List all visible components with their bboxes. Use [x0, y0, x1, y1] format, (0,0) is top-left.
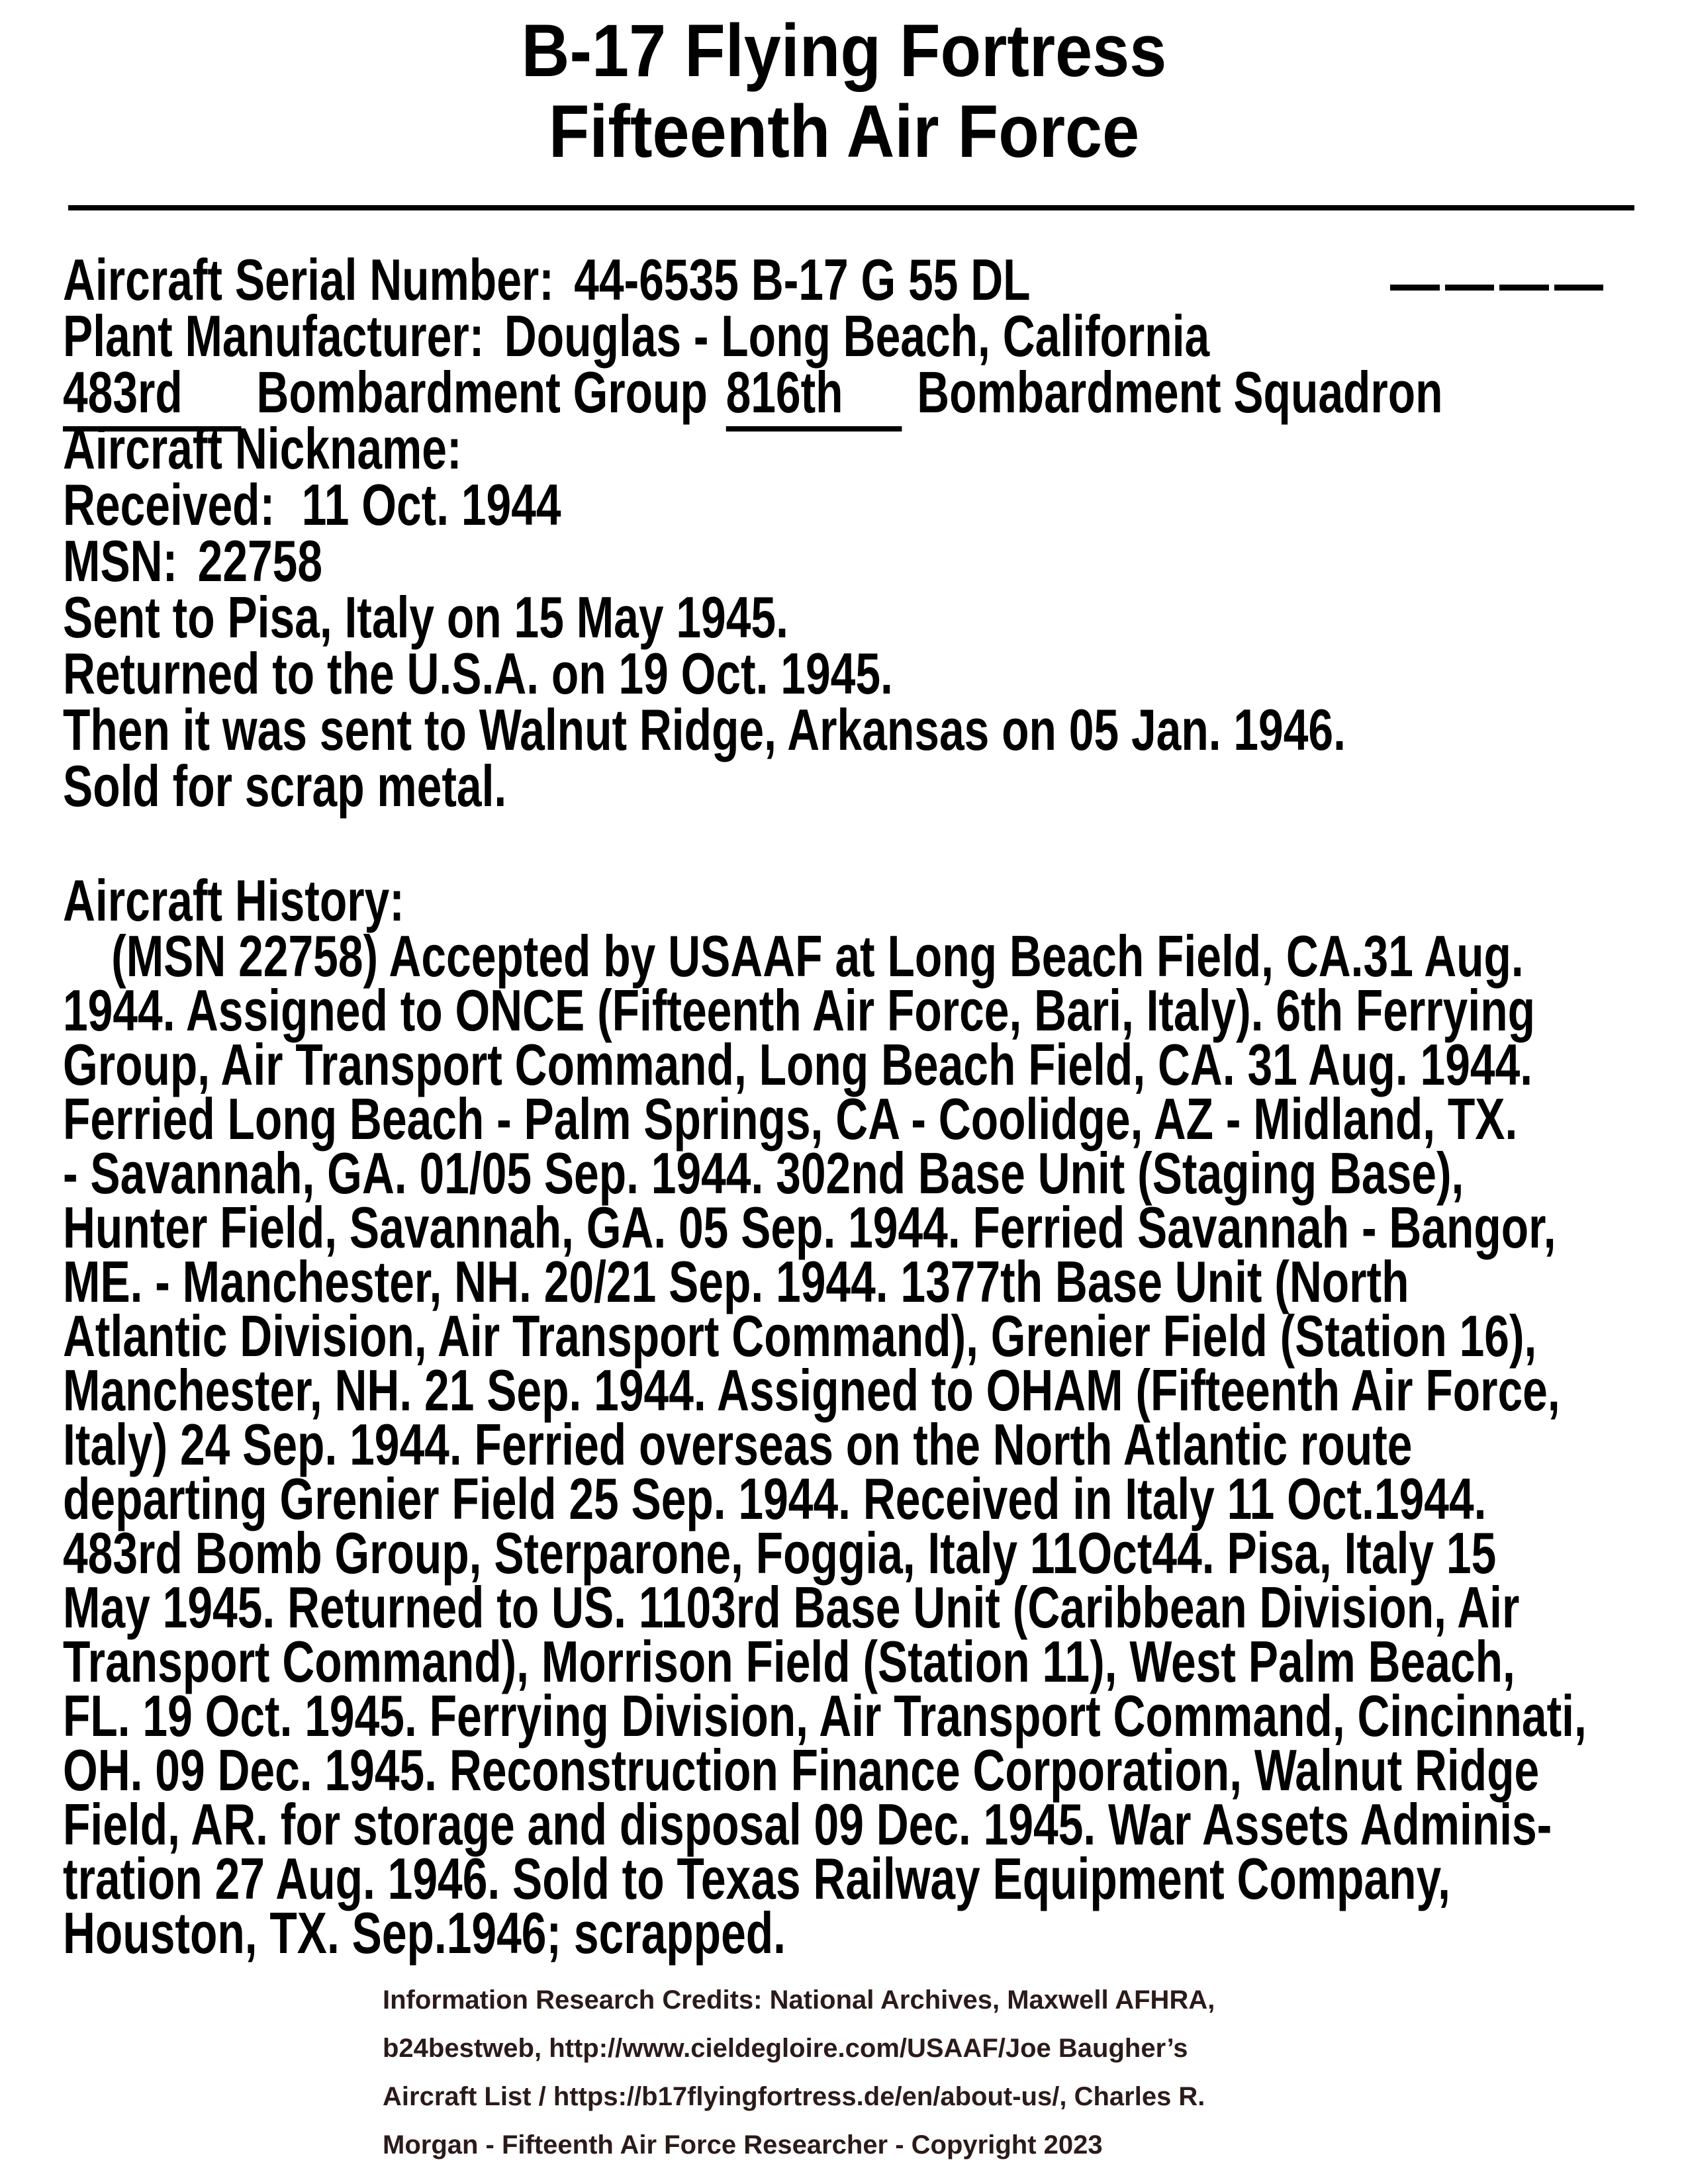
received-row	[63, 472, 1443, 537]
history-line: 483rd Bomb Group, Sterparone, Foggia, Italy 11Oct44. Pisa, Italy 15	[63, 1520, 1497, 1586]
title-line-2: Fifteenth Air Force	[548, 90, 1140, 173]
manufacturer-label: Plant Manufacturer:	[63, 303, 485, 369]
blank-segment	[1499, 285, 1549, 291]
nickname-label: Aircraft Nickname:	[63, 416, 462, 481]
note-walnut-ridge: Then it was sent to Walnut Ridge, Arkansas on 05 Jan. 1946.	[63, 697, 1346, 762]
history-line: departing Grenier Field 25 Sep. 1944. Received in Italy 11 Oct.1944.	[63, 1466, 1487, 1531]
title-line-1: B-17 Flying Fortress	[521, 9, 1167, 92]
document-title	[85, 11, 1604, 172]
msn-label: MSN:	[63, 528, 178, 594]
manufacturer-value: Douglas - Long Beach, California	[504, 303, 1210, 369]
history-line: ME. - Manchester, NH. 20/21 Sep. 1944. 1377th Base Unit (North	[63, 1249, 1409, 1314]
note-pisa: Sent to Pisa, Italy on 15 May 1945.	[63, 584, 788, 650]
history-line: May 1945. Returned to US. 1103rd Base Unit (Caribbean Division, Air	[63, 1574, 1520, 1640]
history-line: Italy) 24 Sep. 1944. Ferried overseas on the North Atlantic route	[63, 1412, 1413, 1477]
history-line: Ferried Long Beach - Palm Springs, CA - Coolidge, AZ - Midland, TX.	[63, 1086, 1518, 1152]
blank-segment	[1445, 285, 1495, 291]
group-squadron-row	[63, 359, 1443, 425]
group-label: Bombardment Group	[256, 359, 708, 425]
squadron-number: 816th	[726, 359, 902, 432]
serial-number-label: Aircraft Serial Number:	[63, 247, 554, 312]
history-line: Group, Air Transport Command, Long Beach Field, CA. 31 Aug. 1944.	[63, 1032, 1533, 1097]
credits-line: b24bestweb, http://www.cieldegloire.com/USAAF/Joe Baugher’s	[383, 2034, 1188, 2063]
received-label: Received:	[63, 472, 275, 537]
history-line: Field, AR. for storage and disposal 09 Dec. 1945. War Assets Adminis-	[63, 1792, 1552, 1857]
history-line: 1944. Assigned to ONCE (Fifteenth Air Force, Bari, Italy). 6th Ferrying	[63, 978, 1535, 1043]
aircraft-info-block	[63, 247, 1443, 819]
serial-number-value: 44-6535 B-17 G 55 DL	[574, 247, 1031, 312]
history-line: (MSN 22758) Accepted by USAAF at Long Beach Field, CA.31 Aug.	[111, 923, 1524, 989]
history-line: tration 27 Aug. 1946. Sold to Texas Railway Equipment Company,	[63, 1846, 1450, 1911]
credits-line: Information Research Credits: National Archives, Maxwell AFHRA,	[383, 1985, 1215, 2015]
history-line: Atlantic Division, Air Transport Command), Grenier Field (Station 16),	[63, 1303, 1537, 1369]
history-line: Transport Command), Morrison Field (Station 11), West Palm Beach,	[63, 1629, 1515, 1694]
group-number: 483rd	[63, 359, 241, 432]
history-line: - Savannah, GA. 01/05 Sep. 1944. 302nd Base Unit (Staging Base),	[63, 1140, 1464, 1206]
received-value: 11 Oct. 1944	[301, 472, 561, 537]
note-returned: Returned to the U.S.A. on 19 Oct. 1945.	[63, 641, 893, 706]
history-line: OH. 09 Dec. 1945. Reconstruction Finance Corporation, Walnut Ridge	[63, 1737, 1540, 1803]
msn-row	[63, 528, 1443, 594]
serial-number-row	[63, 247, 1443, 312]
note-scrap: Sold for scrap metal.	[63, 753, 507, 819]
history-line: FL. 19 Oct. 1945. Ferrying Division, Air Transport Command, Cincinnati,	[63, 1683, 1587, 1749]
history-line: Houston, TX. Sep.1946; scrapped.	[63, 1900, 786, 1966]
history-line: Hunter Field, Savannah, GA. 05 Sep. 1944. Ferried Savannah - Bangor,	[63, 1195, 1556, 1260]
history-line: Manchester, NH. 21 Sep. 1944. Assigned to OHAM (Fifteenth Air Force,	[63, 1357, 1560, 1423]
title-divider-rule	[68, 205, 1634, 210]
blank-segment	[1554, 285, 1604, 291]
history-heading: Aircraft History:	[63, 868, 404, 933]
history-paragraph	[63, 923, 1587, 1966]
credits-line: Aircraft List / https://b17flyingfortress.de/en/about-us/, Charles R.	[383, 2082, 1205, 2111]
credits-line: Morgan - Fifteenth Air Force Researcher - Copyright 2023	[383, 2130, 1103, 2160]
research-credits	[383, 1976, 1215, 2169]
msn-value: 22758	[197, 528, 323, 594]
manufacturer-row	[63, 303, 1443, 369]
squadron-label: Bombardment Squadron	[917, 359, 1443, 425]
